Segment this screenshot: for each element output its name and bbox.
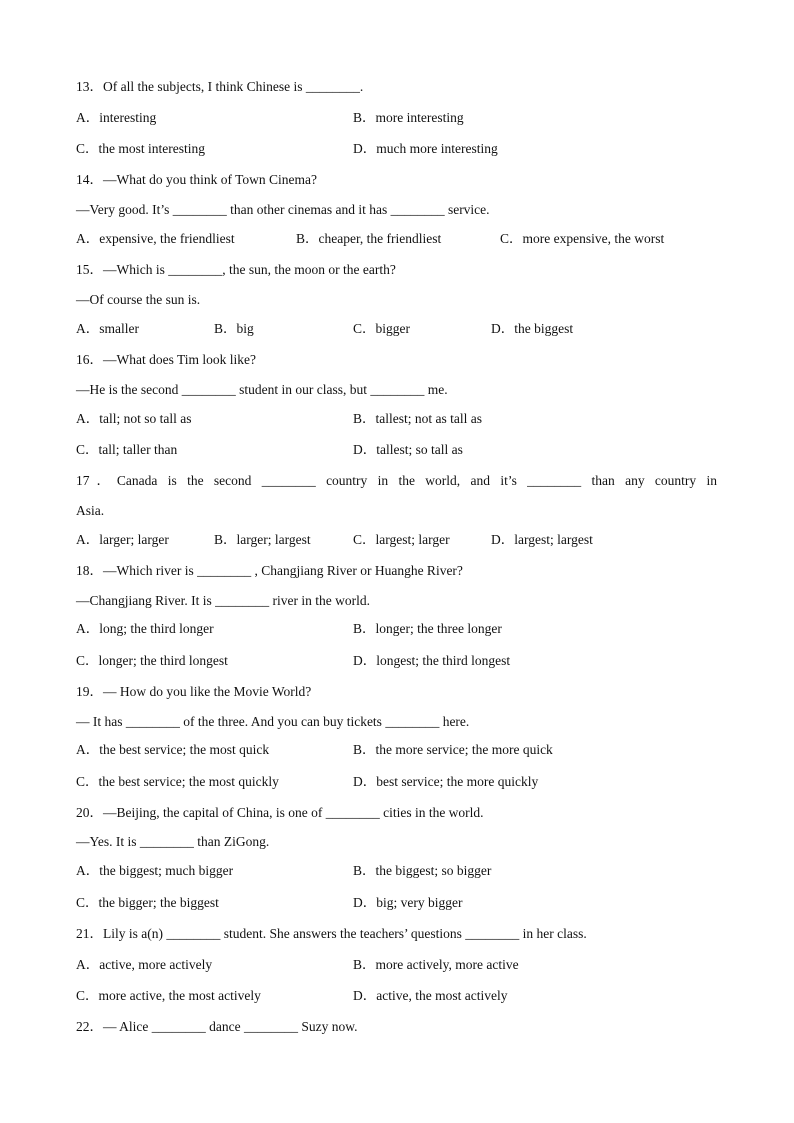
q18-option-d: D．longest; the third longest <box>353 653 511 668</box>
q16-option-c: C．tall; taller than <box>76 442 178 457</box>
question-20-line-2: —Yes. It is ________ than ZiGong. <box>76 834 270 849</box>
q19-option-d: D．best service; the more quickly <box>353 774 539 789</box>
q20-option-c: C．the bigger; the biggest <box>76 895 219 910</box>
q18-option-a: A．long; the third longer <box>76 621 214 636</box>
q13-option-a: A．interesting <box>76 110 157 125</box>
question-16-line-2: —He is the second ________ student in our class, but ________ me. <box>76 382 448 397</box>
q20-option-b: B．the biggest; so bigger <box>353 863 492 878</box>
question-17-stem: 17．Canada is the second ________ country in the world, and it’s ________ than any country in <box>76 473 717 488</box>
q15-option-b: B．big <box>214 321 254 336</box>
question-22-stem: 22．— Alice ________ dance ________ Suzy now. <box>76 1019 358 1034</box>
q21-option-a: A．active, more actively <box>76 957 213 972</box>
q15-option-c: C．bigger <box>353 321 410 336</box>
q16-option-b: B．tallest; not as tall as <box>353 411 482 426</box>
question-16-stem: 16．—What does Tim look like? <box>76 352 256 367</box>
q14-option-c: C．more expensive, the worst <box>500 231 665 246</box>
q20-option-a: A．the biggest; much bigger <box>76 863 234 878</box>
q18-option-b: B．longer; the three longer <box>353 621 502 636</box>
q13-option-b: B．more interesting <box>353 110 464 125</box>
question-21-stem: 21．Lily is a(n) ________ student. She answers the teachers’ questions ________ in her class. <box>76 926 587 941</box>
q13-option-c: C．the most interesting <box>76 141 205 156</box>
q21-option-b: B．more actively, more active <box>353 957 519 972</box>
q19-option-c: C．the best service; the most quickly <box>76 774 279 789</box>
question-18-stem: 18．—Which river is ________ , Changjiang River or Huanghe River? <box>76 563 463 578</box>
q17-option-d: D．largest; largest <box>491 532 593 547</box>
q19-option-a: A．the best service; the most quick <box>76 742 270 757</box>
q19-option-b: B．the more service; the more quick <box>353 742 553 757</box>
q15-option-d: D．the biggest <box>491 321 574 336</box>
q17-option-a: A．larger; larger <box>76 532 169 547</box>
question-17-line-2: Asia. <box>76 503 105 518</box>
q13-option-d: D．much more interesting <box>353 141 498 156</box>
q21-option-d: D．active, the most actively <box>353 988 508 1003</box>
q17-option-b: B．larger; largest <box>214 532 311 547</box>
q17-option-c: C．largest; larger <box>353 532 450 547</box>
question-18-line-2: —Changjiang River. It is ________ river in the world. <box>76 593 370 608</box>
question-20-stem: 20．—Beijing, the capital of China, is one of ________ cities in the world. <box>76 805 484 820</box>
question-19-stem: 19．— How do you like the Movie World? <box>76 684 312 699</box>
q21-option-c: C．more active, the most actively <box>76 988 261 1003</box>
question-14-line-2: —Very good. It’s ________ than other cinemas and it has ________ service. <box>76 202 490 217</box>
q16-option-d: D．tallest; so tall as <box>353 442 463 457</box>
question-15-line-2: —Of course the sun is. <box>76 292 201 307</box>
q15-option-a: A．smaller <box>76 321 139 336</box>
question-13-stem: 13．Of all the subjects, I think Chinese is ________. <box>76 79 364 94</box>
question-15-stem: 15．—Which is ________, the sun, the moon or the earth? <box>76 262 396 277</box>
question-19-line-2: — It has ________ of the three. And you can buy tickets ________ here. <box>76 714 470 729</box>
q14-option-a: A．expensive, the friendliest <box>76 231 235 246</box>
q18-option-c: C．longer; the third longest <box>76 653 228 668</box>
q14-option-b: B．cheaper, the friendliest <box>296 231 442 246</box>
q16-option-a: A．tall; not so tall as <box>76 411 192 426</box>
q20-option-d: D．big; very bigger <box>353 895 463 910</box>
question-14-stem: 14．—What do you think of Town Cinema? <box>76 172 318 187</box>
